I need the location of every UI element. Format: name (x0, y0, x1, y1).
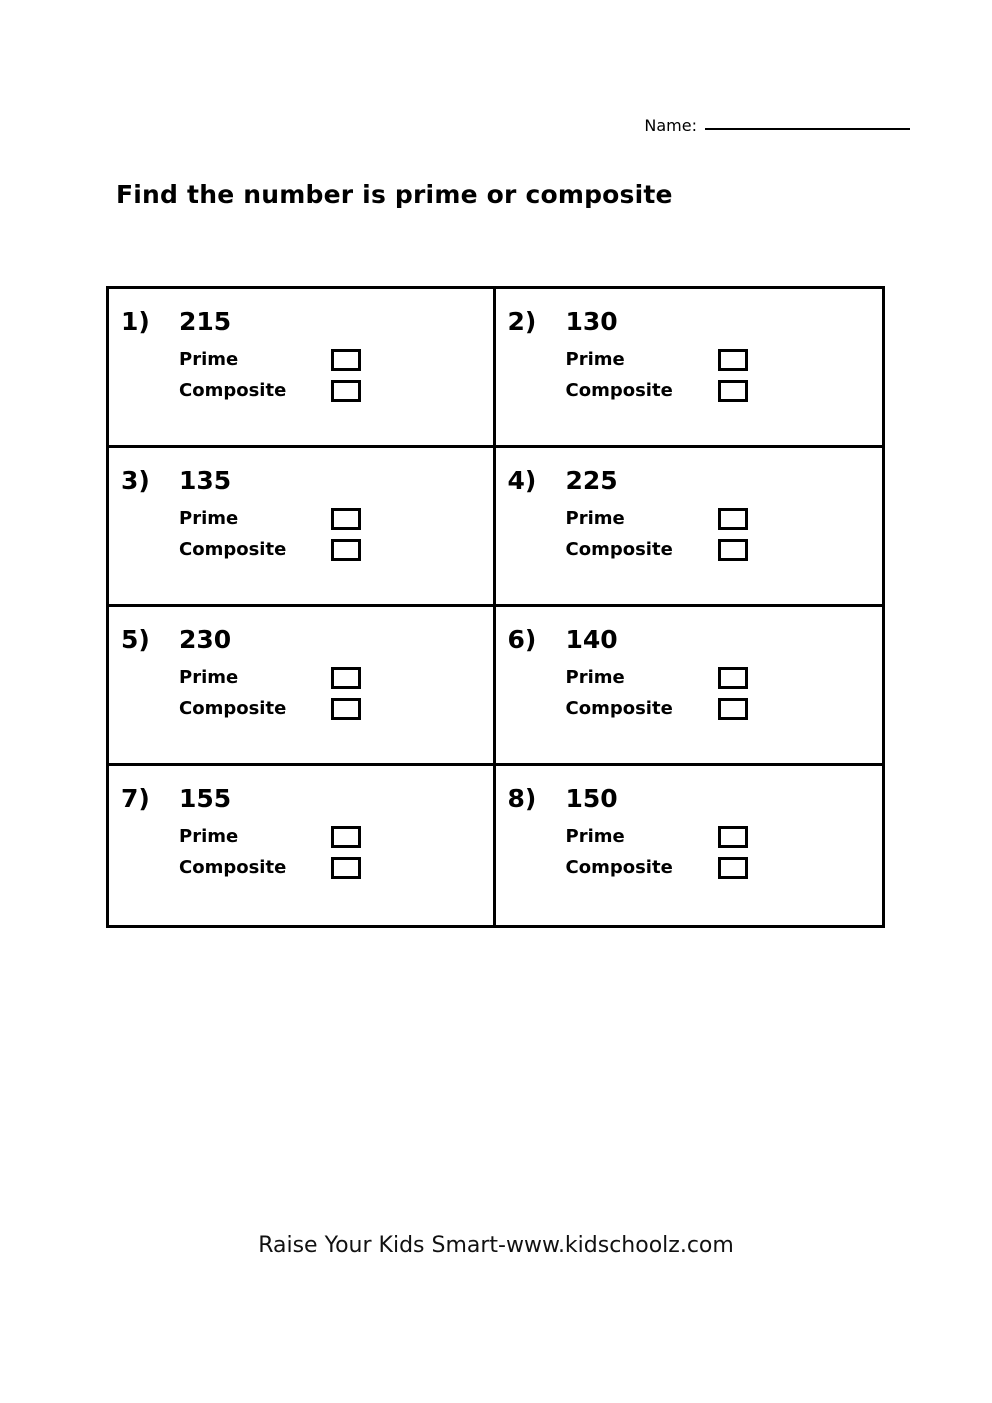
option-label-composite: Composite (179, 380, 287, 401)
option-row-prime (566, 821, 883, 852)
problem-heading (109, 307, 493, 336)
problem-value: 135 (179, 466, 232, 495)
option-label-prime: Prime (565, 826, 625, 847)
checkbox-prime[interactable] (331, 349, 361, 371)
option-label-composite: Composite (565, 380, 673, 401)
checkbox-composite[interactable] (331, 857, 361, 879)
checkbox-composite[interactable] (331, 380, 361, 402)
option-label-composite: Composite (565, 539, 673, 560)
problem-heading (109, 625, 493, 654)
checkbox-composite[interactable] (331, 698, 361, 720)
option-label-composite: Composite (179, 698, 287, 719)
option-row-prime (566, 662, 883, 693)
problem-value: 155 (179, 784, 232, 813)
checkbox-prime[interactable] (331, 508, 361, 530)
checkbox-prime[interactable] (718, 508, 748, 530)
option-row-prime (179, 821, 493, 852)
problem-number: 1) (121, 307, 150, 336)
option-label-prime: Prime (179, 508, 239, 529)
option-label-composite: Composite (565, 857, 673, 878)
option-label-composite: Composite (179, 857, 287, 878)
option-row-prime (179, 503, 493, 534)
option-row-composite (179, 852, 493, 883)
answer-options (109, 503, 493, 565)
option-label-prime: Prime (565, 508, 625, 529)
option-label-prime: Prime (179, 826, 239, 847)
checkbox-composite[interactable] (718, 698, 748, 720)
option-row-prime (566, 344, 883, 375)
problem-value: 215 (179, 307, 232, 336)
problem-value: 150 (565, 784, 618, 813)
answer-options (496, 662, 883, 724)
answer-options (109, 344, 493, 406)
problem-cell (109, 289, 496, 448)
checkbox-composite[interactable] (718, 380, 748, 402)
option-row-composite (566, 693, 883, 724)
problem-value: 140 (565, 625, 618, 654)
option-row-composite (566, 534, 883, 565)
problem-number: 7) (121, 784, 150, 813)
problem-heading (496, 625, 883, 654)
problem-heading (496, 307, 883, 336)
problem-cell (496, 289, 883, 448)
checkbox-prime[interactable] (718, 349, 748, 371)
checkbox-prime[interactable] (331, 826, 361, 848)
problem-heading (496, 784, 883, 813)
checkbox-composite[interactable] (718, 539, 748, 561)
option-row-prime (179, 344, 493, 375)
problem-number: 3) (121, 466, 150, 495)
checkbox-prime[interactable] (331, 667, 361, 689)
problem-number: 2) (507, 307, 537, 336)
problem-cell (496, 607, 883, 766)
problem-value: 225 (565, 466, 618, 495)
problem-heading (109, 466, 493, 495)
problem-number: 8) (507, 784, 537, 813)
option-row-prime (566, 503, 883, 534)
answer-options (496, 821, 883, 883)
problems-grid (106, 286, 885, 928)
option-label-composite: Composite (565, 698, 673, 719)
option-label-composite: Composite (179, 539, 287, 560)
problem-heading (496, 466, 883, 495)
option-row-composite (566, 375, 883, 406)
option-label-prime: Prime (565, 667, 625, 688)
problem-heading (109, 784, 493, 813)
checkbox-composite[interactable] (331, 539, 361, 561)
answer-options (496, 503, 883, 565)
answer-options (109, 821, 493, 883)
option-row-prime (179, 662, 493, 693)
option-label-prime: Prime (565, 349, 625, 370)
option-label-prime: Prime (179, 349, 239, 370)
option-row-composite (566, 852, 883, 883)
option-row-composite (179, 693, 493, 724)
problem-cell (496, 448, 883, 607)
problem-number: 4) (507, 466, 537, 495)
option-label-prime: Prime (179, 667, 239, 688)
problem-cell (496, 766, 883, 925)
name-label: Name: (644, 116, 697, 135)
problem-value: 230 (179, 625, 232, 654)
name-field-row (644, 116, 910, 135)
problem-cell (109, 607, 496, 766)
checkbox-prime[interactable] (718, 667, 748, 689)
problem-number: 6) (507, 625, 537, 654)
page-title: Find the number is prime or composite (116, 180, 673, 209)
problem-number: 5) (121, 625, 150, 654)
footer-credit: Raise Your Kids Smart-www.kidschoolz.com (258, 1233, 734, 1258)
name-write-line[interactable] (705, 128, 910, 130)
checkbox-prime[interactable] (718, 826, 748, 848)
problem-value: 130 (565, 307, 618, 336)
answer-options (109, 662, 493, 724)
option-row-composite (179, 534, 493, 565)
checkbox-composite[interactable] (718, 857, 748, 879)
option-row-composite (179, 375, 493, 406)
answer-options (496, 344, 883, 406)
problem-cell (109, 766, 496, 925)
problem-cell (109, 448, 496, 607)
